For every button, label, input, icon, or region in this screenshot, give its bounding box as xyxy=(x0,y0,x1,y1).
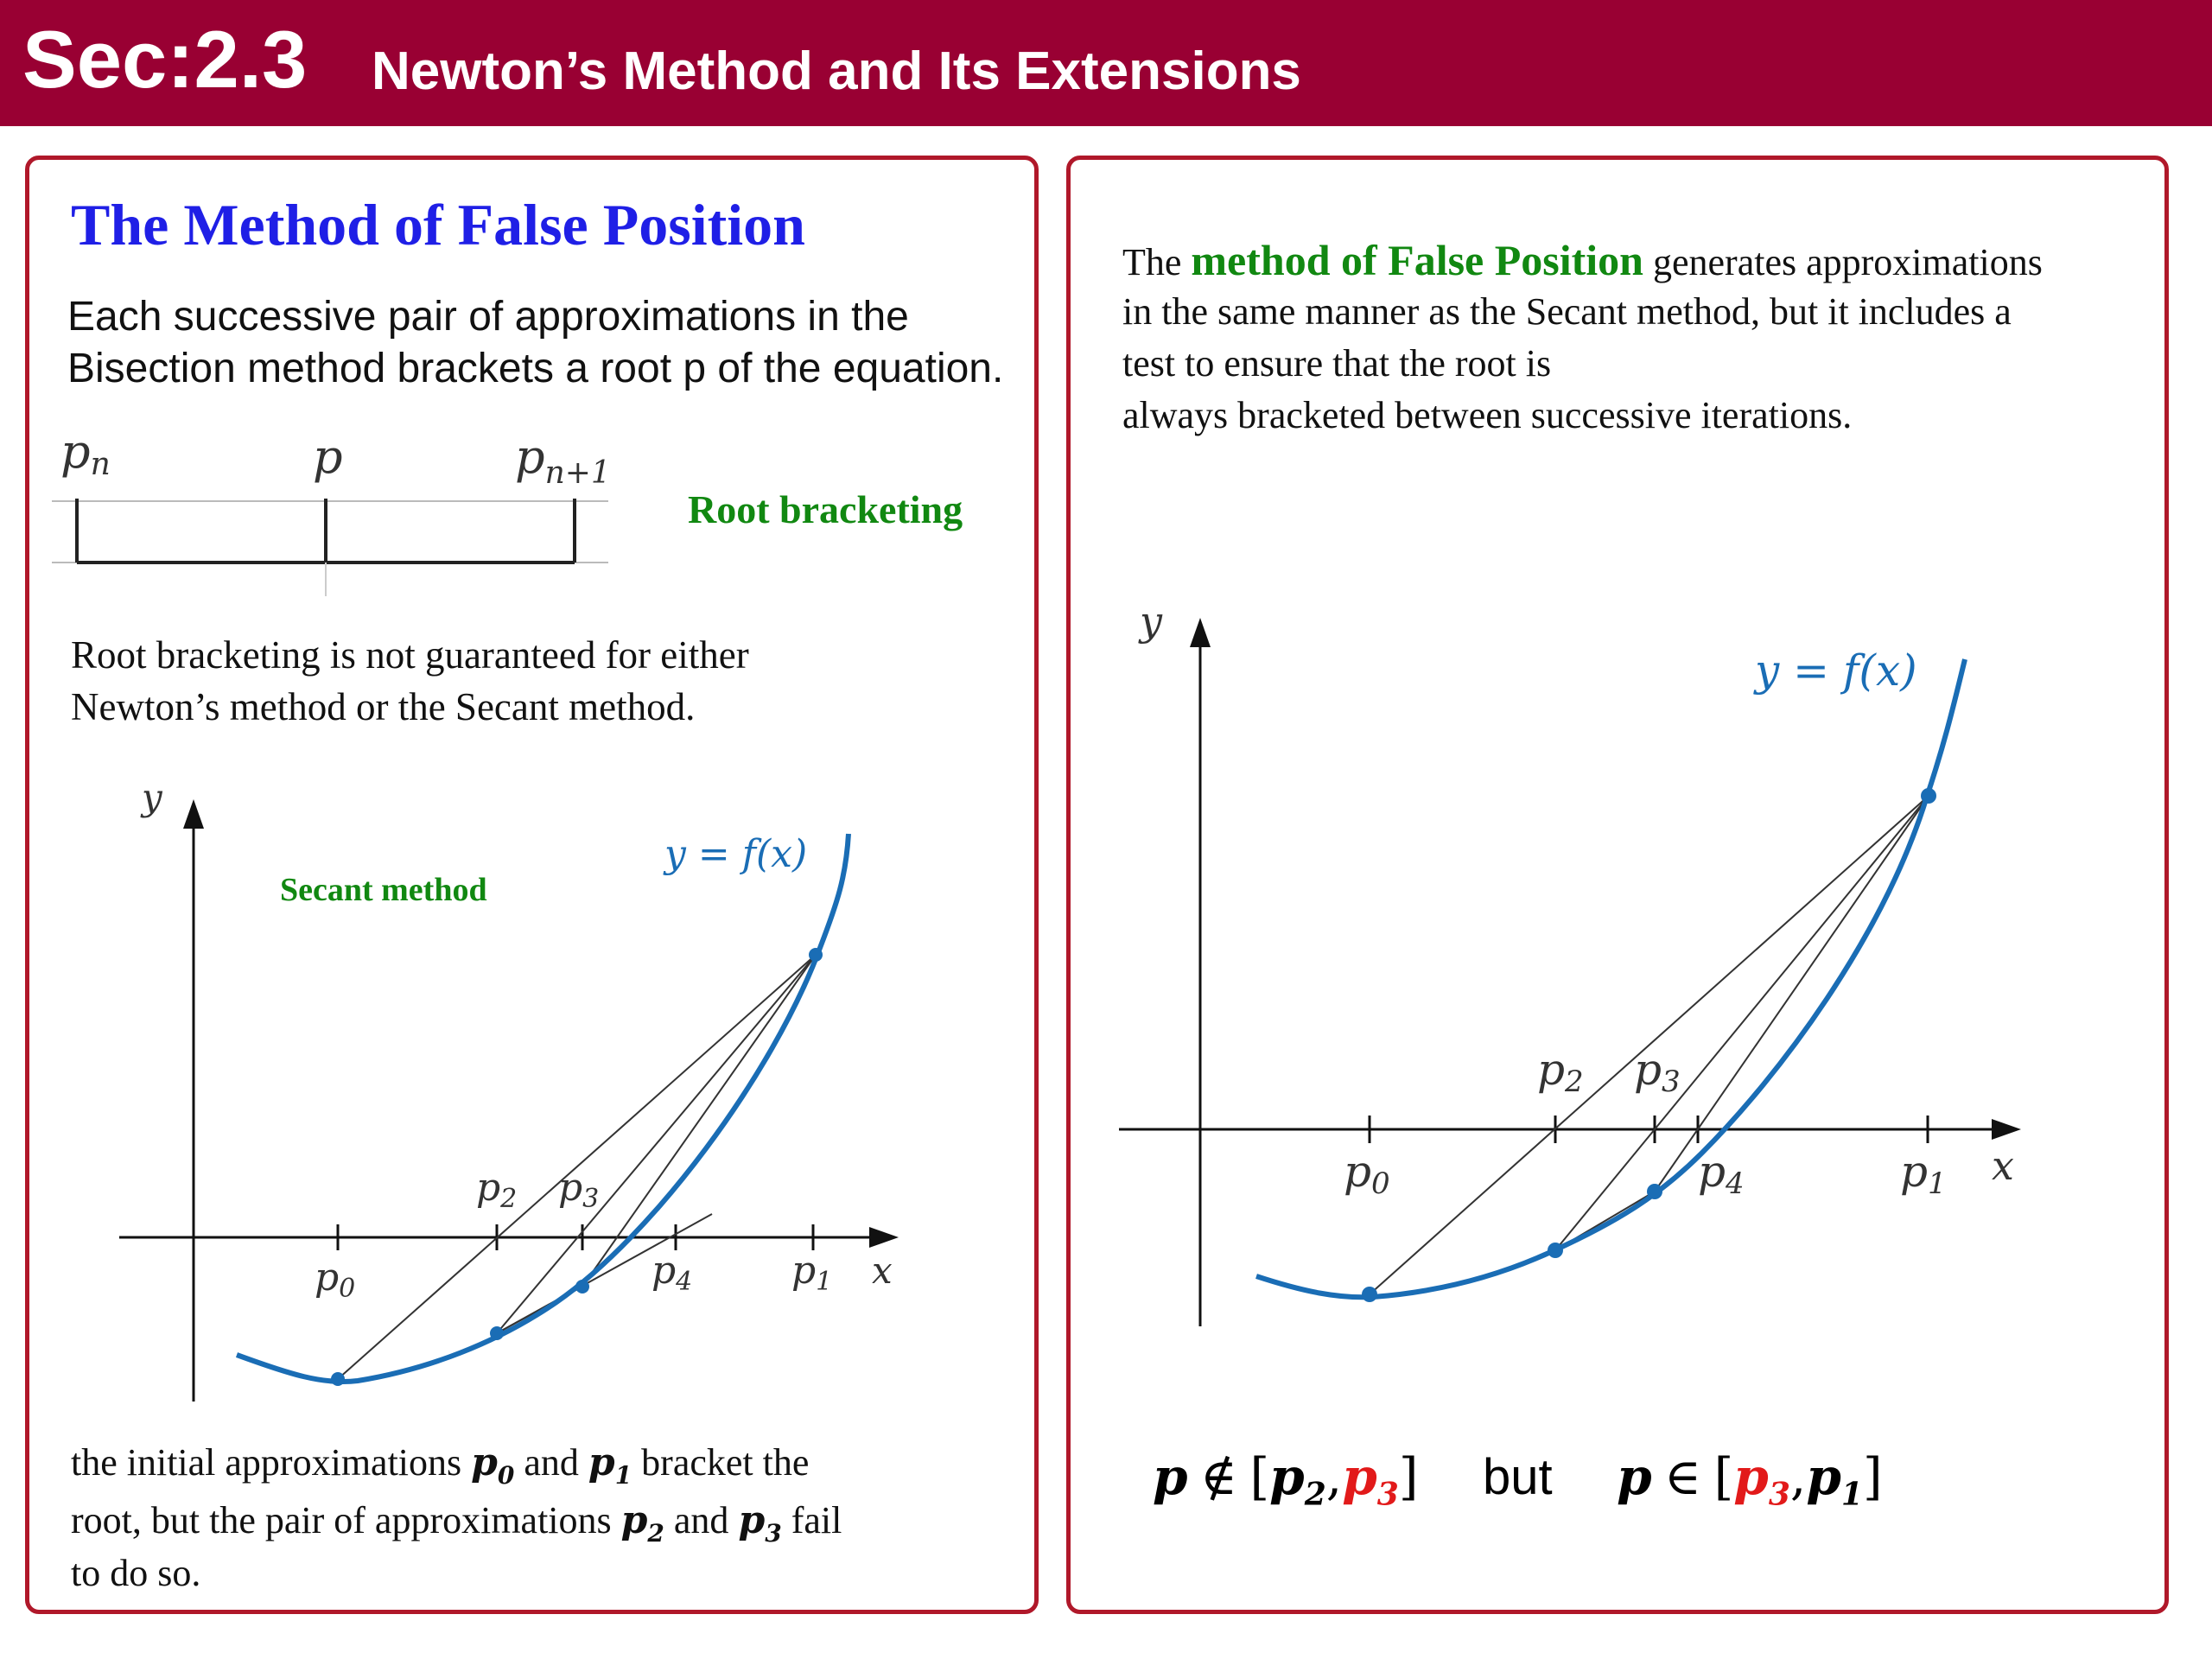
fp-point-p3 xyxy=(1647,1184,1662,1199)
formula-bracket: [ xyxy=(1249,1447,1270,1506)
fp-point-p1 xyxy=(1921,788,1936,804)
point-p1 xyxy=(809,948,823,962)
right-intro-text: generates approximations xyxy=(1653,241,2043,283)
intro-line-1: Each successive pair of approximations in the xyxy=(67,294,909,340)
point-p3 xyxy=(575,1280,589,1294)
formula-but: but xyxy=(1482,1449,1553,1505)
secant-y-label: y xyxy=(142,776,162,818)
point-p0 xyxy=(331,1372,345,1386)
right-intro-line-3: test to ensure that the root is xyxy=(1122,342,1552,385)
fp-label-p4: p4 xyxy=(1698,1147,1745,1201)
bottom-line-3: to do so. xyxy=(71,1552,201,1594)
formula-comma: , xyxy=(1789,1447,1807,1506)
bottom-text: root, but the pair of approximations xyxy=(71,1499,612,1541)
fp-line-p3-p1 xyxy=(1655,796,1929,1192)
right-intro-text: The xyxy=(1122,241,1182,283)
method-highlight: method of False Position xyxy=(1191,236,1643,284)
bottom-text: the initial approximations xyxy=(71,1441,462,1484)
fp-x-arrow-icon xyxy=(1992,1119,2021,1140)
math-p3: $p_3$ xyxy=(738,1498,782,1548)
fp-point-p2 xyxy=(1548,1243,1563,1258)
right-panel xyxy=(1066,156,2169,1614)
fp-point-p0 xyxy=(1362,1287,1377,1302)
fp-label-p2: p2 xyxy=(1537,1045,1584,1099)
bottom-text: and xyxy=(524,1441,579,1484)
formula-bracket: ] xyxy=(1398,1447,1419,1506)
formula-p: p xyxy=(1153,1447,1188,1506)
formula-p2: $p_2$ xyxy=(1269,1447,1326,1513)
formula-in: ∈ xyxy=(1664,1447,1702,1506)
bracket-label-pn: pn xyxy=(60,424,111,482)
section-number: Sec:2.3 xyxy=(22,14,308,105)
bottom-line-1 xyxy=(71,1437,809,1502)
label-p1: p1 xyxy=(791,1249,833,1297)
secant-x-arrow-icon xyxy=(869,1227,899,1248)
fp-label-p0: p0 xyxy=(1344,1147,1390,1201)
fp-x-label: x xyxy=(1992,1142,2014,1189)
label-p3: p3 xyxy=(558,1166,600,1214)
formula-comma: , xyxy=(1325,1447,1343,1506)
right-intro-line-4: always bracketed between successive iterations. xyxy=(1122,394,1853,436)
fp-label-p3: p3 xyxy=(1634,1045,1681,1099)
math-p1: $p_1$ xyxy=(588,1440,632,1490)
formula-p3-red: $p_3$ xyxy=(1342,1447,1399,1513)
point-p2 xyxy=(490,1326,504,1340)
formula xyxy=(1153,1447,1883,1513)
secant-curve-label: y = f(x) xyxy=(664,832,808,876)
not-guaranteed-line-1: Root bracketing is not guaranteed for either xyxy=(71,633,749,677)
secant-method-label: Secant method xyxy=(280,872,487,908)
secant-figure xyxy=(29,160,1040,1618)
panel-heading: The Method of False Position xyxy=(71,192,805,257)
not-guaranteed-line-2: Newton’s method or the Secant method. xyxy=(71,685,696,728)
formula-bracket: [ xyxy=(1713,1447,1734,1506)
fp-curve xyxy=(1256,659,1965,1297)
formula-bracket: ] xyxy=(1862,1447,1883,1506)
intro-line-2: Bisection method brackets a root p of the equation. xyxy=(67,346,1004,391)
bottom-text: fail xyxy=(791,1499,842,1541)
formula-p: p xyxy=(1617,1447,1652,1506)
fp-y-label: y xyxy=(1140,598,1162,645)
secant-y-arrow-icon xyxy=(183,799,204,829)
bracket-label-p: p xyxy=(313,429,343,484)
bottom-text: and xyxy=(673,1499,729,1541)
left-panel xyxy=(25,156,1039,1614)
secant-x-label: x xyxy=(872,1249,893,1292)
math-p2: $p_2$ xyxy=(620,1498,664,1548)
formula-not-in: ∉ xyxy=(1200,1447,1237,1506)
label-p4: p4 xyxy=(652,1249,693,1297)
fp-label-p1: p1 xyxy=(1900,1147,1947,1201)
section-title: Newton’s Method and Its Extensions xyxy=(372,41,1301,101)
label-p2: p2 xyxy=(476,1166,518,1214)
formula-p3-red: $p_3$ xyxy=(1733,1447,1790,1513)
label-p0: p0 xyxy=(315,1255,356,1304)
fp-y-arrow-icon xyxy=(1190,618,1211,647)
right-intro-line-2: in the same manner as the Secant method, but it includes a xyxy=(1122,290,2012,333)
bottom-text: bracket the xyxy=(641,1441,810,1484)
fp-curve-label: y = f(x) xyxy=(1755,645,1917,696)
header-bar xyxy=(0,0,2212,126)
formula-p1: $p_1$ xyxy=(1806,1447,1863,1513)
root-bracketing-label: Root bracketing xyxy=(688,487,963,531)
false-position-figure xyxy=(1071,160,2168,1618)
math-p0: $p_0$ xyxy=(471,1440,515,1490)
bracket-label-pn1: $p_{n+1}$ xyxy=(515,429,611,491)
